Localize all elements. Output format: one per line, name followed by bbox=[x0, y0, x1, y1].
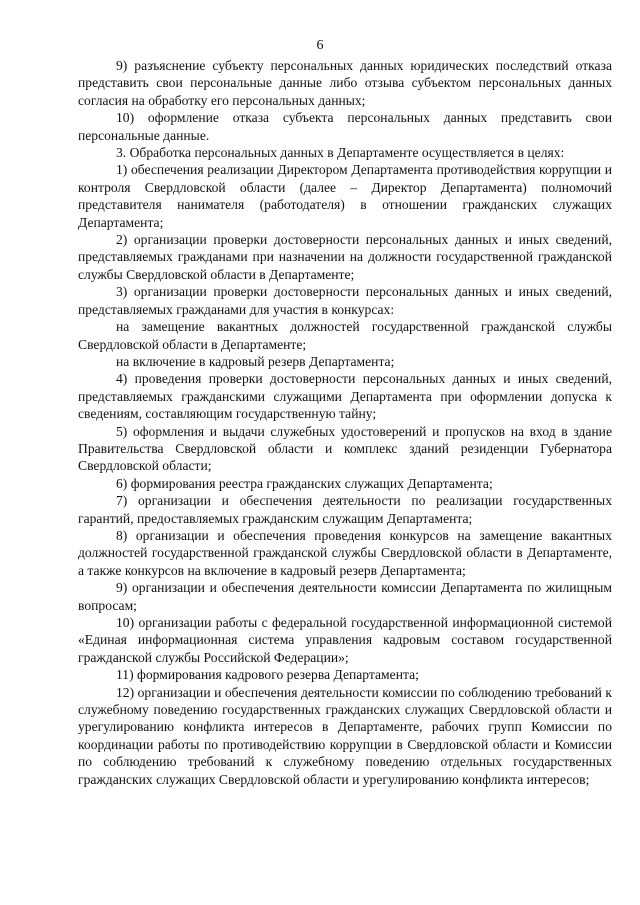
purpose-item-7: 7) организации и обеспечения деятельности по реализации государственных гарантий, предоставляемых гражданским служащим Департамента; bbox=[78, 493, 612, 526]
purpose-item-3: 3) организации проверки достоверности персональных данных и иных сведений, представляемых гражданами для участия в конкурсах: bbox=[78, 284, 612, 317]
purpose-item-3-sub-reserve: на включение в кадровый резерв Департамента; bbox=[116, 353, 395, 369]
purpose-item-6: 6) формирования реестра гражданских служащих Департамента; bbox=[116, 475, 493, 491]
purpose-item-5: 5) оформления и выдачи служебных удостоверений и пропусков на вход в здание Правительства Свердловской области и комплекс зданий резиденции Губернатора Свердловской области; bbox=[78, 423, 612, 474]
purpose-item-8: 8) организации и обеспечения проведения конкурсов на замещение вакантных должностей государственной гражданской службы Свердловской области в Департаменте, а также конкурсов на включение в кадровый резерв Департамента; bbox=[78, 527, 612, 578]
purpose-item-2: 2) организации проверки достоверности персональных данных и иных сведений, представляемых гражданами при назначении на должности государственной гражданской службы Свердловской области в Департаменте; bbox=[78, 232, 612, 282]
paragraph-9-clarification: 9) разъяснение субъекту персональных данных юридических последствий отказа представить свои персональные данные либо отзыва субъектом персональных данных согласия на обработку его персональных данных; bbox=[78, 58, 612, 108]
purpose-item-12: 12) организации и обеспечения деятельности комиссии по соблюдению требований к служебному поведению государственных гражданских служащих Свердловской области и урегулированию конфликта интересов в Департаменте, рабочих групп Комиссии по координации работы по противодействию коррупции в Свердловской области и Комиссии по соблюдению требований к служебному поведению отдельных государственных гражданских служащих Свердловской области и урегулированию конфликта интересов; bbox=[78, 684, 612, 787]
paragraph-3-purposes-intro: 3. Обработка персональных данных в Департаменте осуществляется в целях: bbox=[116, 145, 565, 161]
purpose-item-10: 10) организации работы с федеральной государственной информационной системой «Единая информационная система управления кадровым составом государственной гражданской службы Российской Федерации»; bbox=[78, 615, 612, 665]
purpose-item-9: 9) организации и обеспечения деятельности комиссии Департамента по жилищным вопросам; bbox=[78, 580, 612, 613]
purpose-item-11: 11) формирования кадрового резерва Департамента; bbox=[116, 667, 419, 683]
purpose-item-1: 1) обеспечения реализации Директором Департамента противодействия коррупции и контроля Свердловской области (далее – Директор Департамента) полномочий представителя нанимателя (работодателя) в отношении гражданских служащих Департамента; bbox=[78, 162, 612, 230]
document-body bbox=[78, 57, 612, 788]
purpose-item-4: 4) проведения проверки достоверности персональных данных и иных сведений, представляемых гражданскими служащими Департамента при оформлении допуска к сведениям, составляющим государственную тайну; bbox=[78, 371, 612, 422]
paragraph-10-refusal: 10) оформление отказа субъекта персональных данных представить свои персональные данные. bbox=[78, 110, 612, 143]
purpose-item-3-sub-vacancies: на замещение вакантных должностей государственной гражданской службы Свердловской области в Департаменте; bbox=[78, 319, 612, 352]
page-number: 6 bbox=[316, 38, 324, 53]
